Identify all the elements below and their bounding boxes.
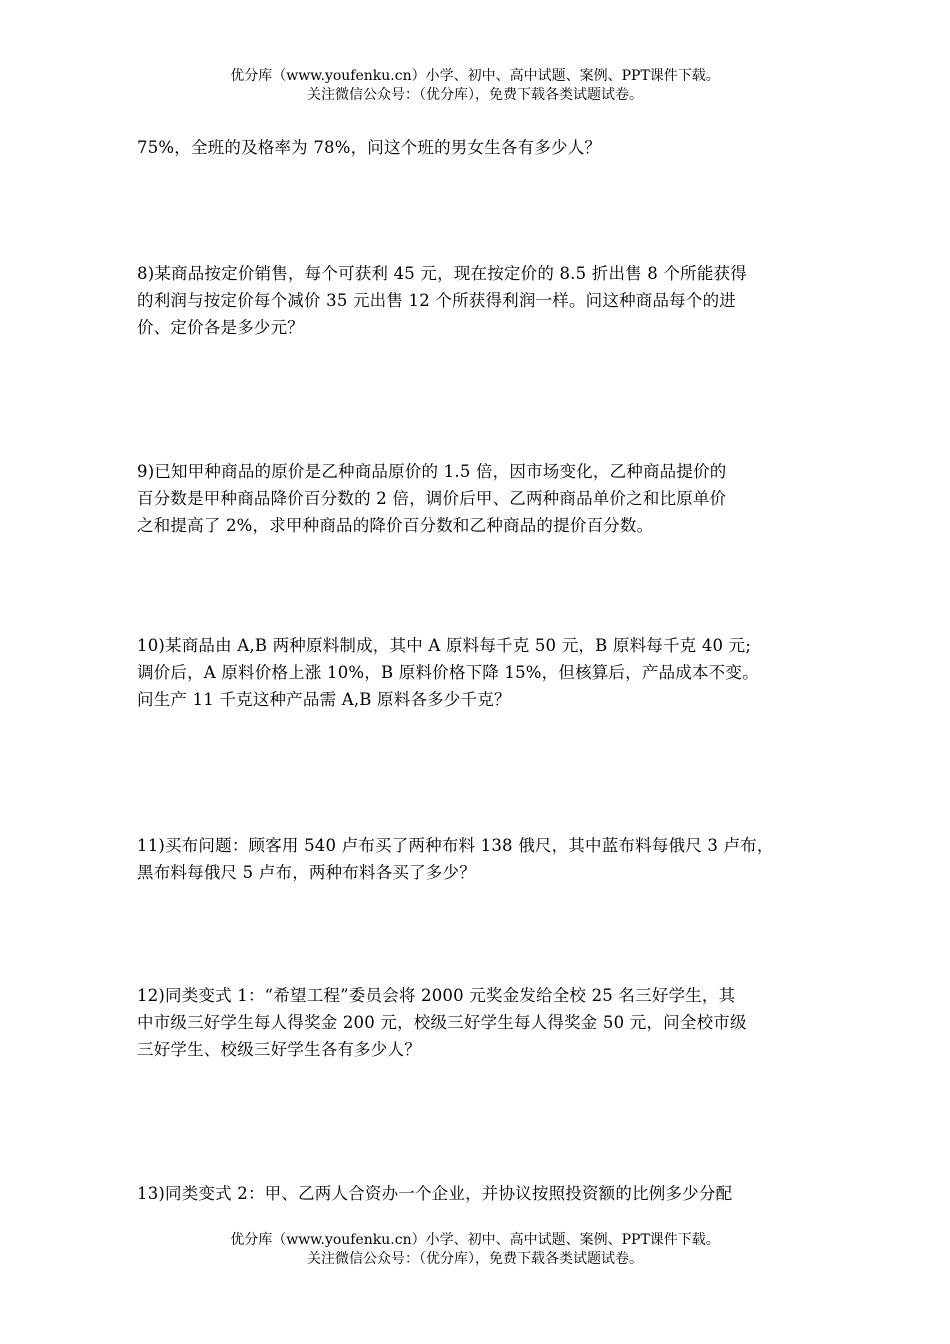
problem-line: 问生产 11 千克这种产品需 A,B 原料各多少千克？ bbox=[137, 690, 511, 709]
problem-line: 10)某商品由 A,B 两种原料制成，其中 A 原料每千克 50 元，B 原料每千克 40 元; bbox=[137, 636, 752, 655]
problem-line: 调价后，A 原料价格上涨 10%，B 原料价格下降 15%，但核算后，产品成本不变。 bbox=[137, 663, 759, 682]
problem-line: 13)同类变式 2：甲、乙两人合资办一个企业，并协议按照投资额的比例多少分配 bbox=[137, 1184, 733, 1203]
page-footer bbox=[0, 1231, 950, 1269]
problem-13 bbox=[137, 1180, 827, 1207]
problem-11 bbox=[137, 832, 827, 886]
problem-line: 中市级三好学生每人得奖金 200 元，校级三好学生每人得奖金 50 元，问全校市级 bbox=[137, 1013, 747, 1032]
problem-8 bbox=[137, 260, 827, 341]
page-header bbox=[0, 67, 950, 105]
problem-9 bbox=[137, 458, 827, 539]
problem-line: 黑布料每俄尺 5 卢布，两种布料各买了多少？ bbox=[137, 863, 476, 882]
problem-7-continued bbox=[137, 134, 827, 161]
header-line-1: 优分库（www.youfenku.cn）小学、初中、高中试题、案例、PPT课件下载。 bbox=[230, 68, 720, 84]
problem-line: 价、定价各是多少元？ bbox=[137, 318, 304, 337]
problem-line: 之和提高了 2%，求甲种商品的降价百分数和乙种商品的提价百分数。 bbox=[137, 516, 654, 535]
problem-line: 12)同类变式 1：“希望工程”委员会将 2000 元奖金发给全校 25 名三好学生，其 bbox=[137, 986, 736, 1005]
problem-line: 9)已知甲种商品的原价是乙种商品原价的 1.5 倍，因市场变化，乙种商品提价的 bbox=[137, 462, 727, 481]
footer-line-2: 关注微信公众号：（优分库），免费下载各类试题试卷。 bbox=[307, 1251, 643, 1267]
problem-line: 的利润与按定价每个减价 35 元出售 12 个所获得利润一样。问这种商品每个的进 bbox=[137, 291, 736, 310]
problem-line: 8)某商品按定价销售，每个可获利 45 元，现在按定价的 8.5 折出售 8 个所能获得 bbox=[137, 264, 747, 283]
problem-line: 11)买布问题：顾客用 540 卢布买了两种布料 138 俄尺，其中蓝布料每俄尺 3 卢布， bbox=[137, 836, 774, 855]
header-line-2: 关注微信公众号：（优分库），免费下载各类试题试卷。 bbox=[307, 87, 643, 103]
problem-10 bbox=[137, 632, 827, 713]
problem-line: 百分数是甲种商品降价百分数的 2 倍，调价后甲、乙两种商品单价之和比原单价 bbox=[137, 489, 727, 508]
problem-line: 三好学生、校级三好学生各有多少人？ bbox=[137, 1040, 421, 1059]
problem-line: 75%，全班的及格率为 78%，问这个班的男女生各有多少人？ bbox=[137, 138, 602, 157]
footer-line-1: 优分库（www.youfenku.cn）小学、初中、高中试题、案例、PPT课件下载。 bbox=[230, 1232, 720, 1248]
problem-12 bbox=[137, 982, 827, 1063]
